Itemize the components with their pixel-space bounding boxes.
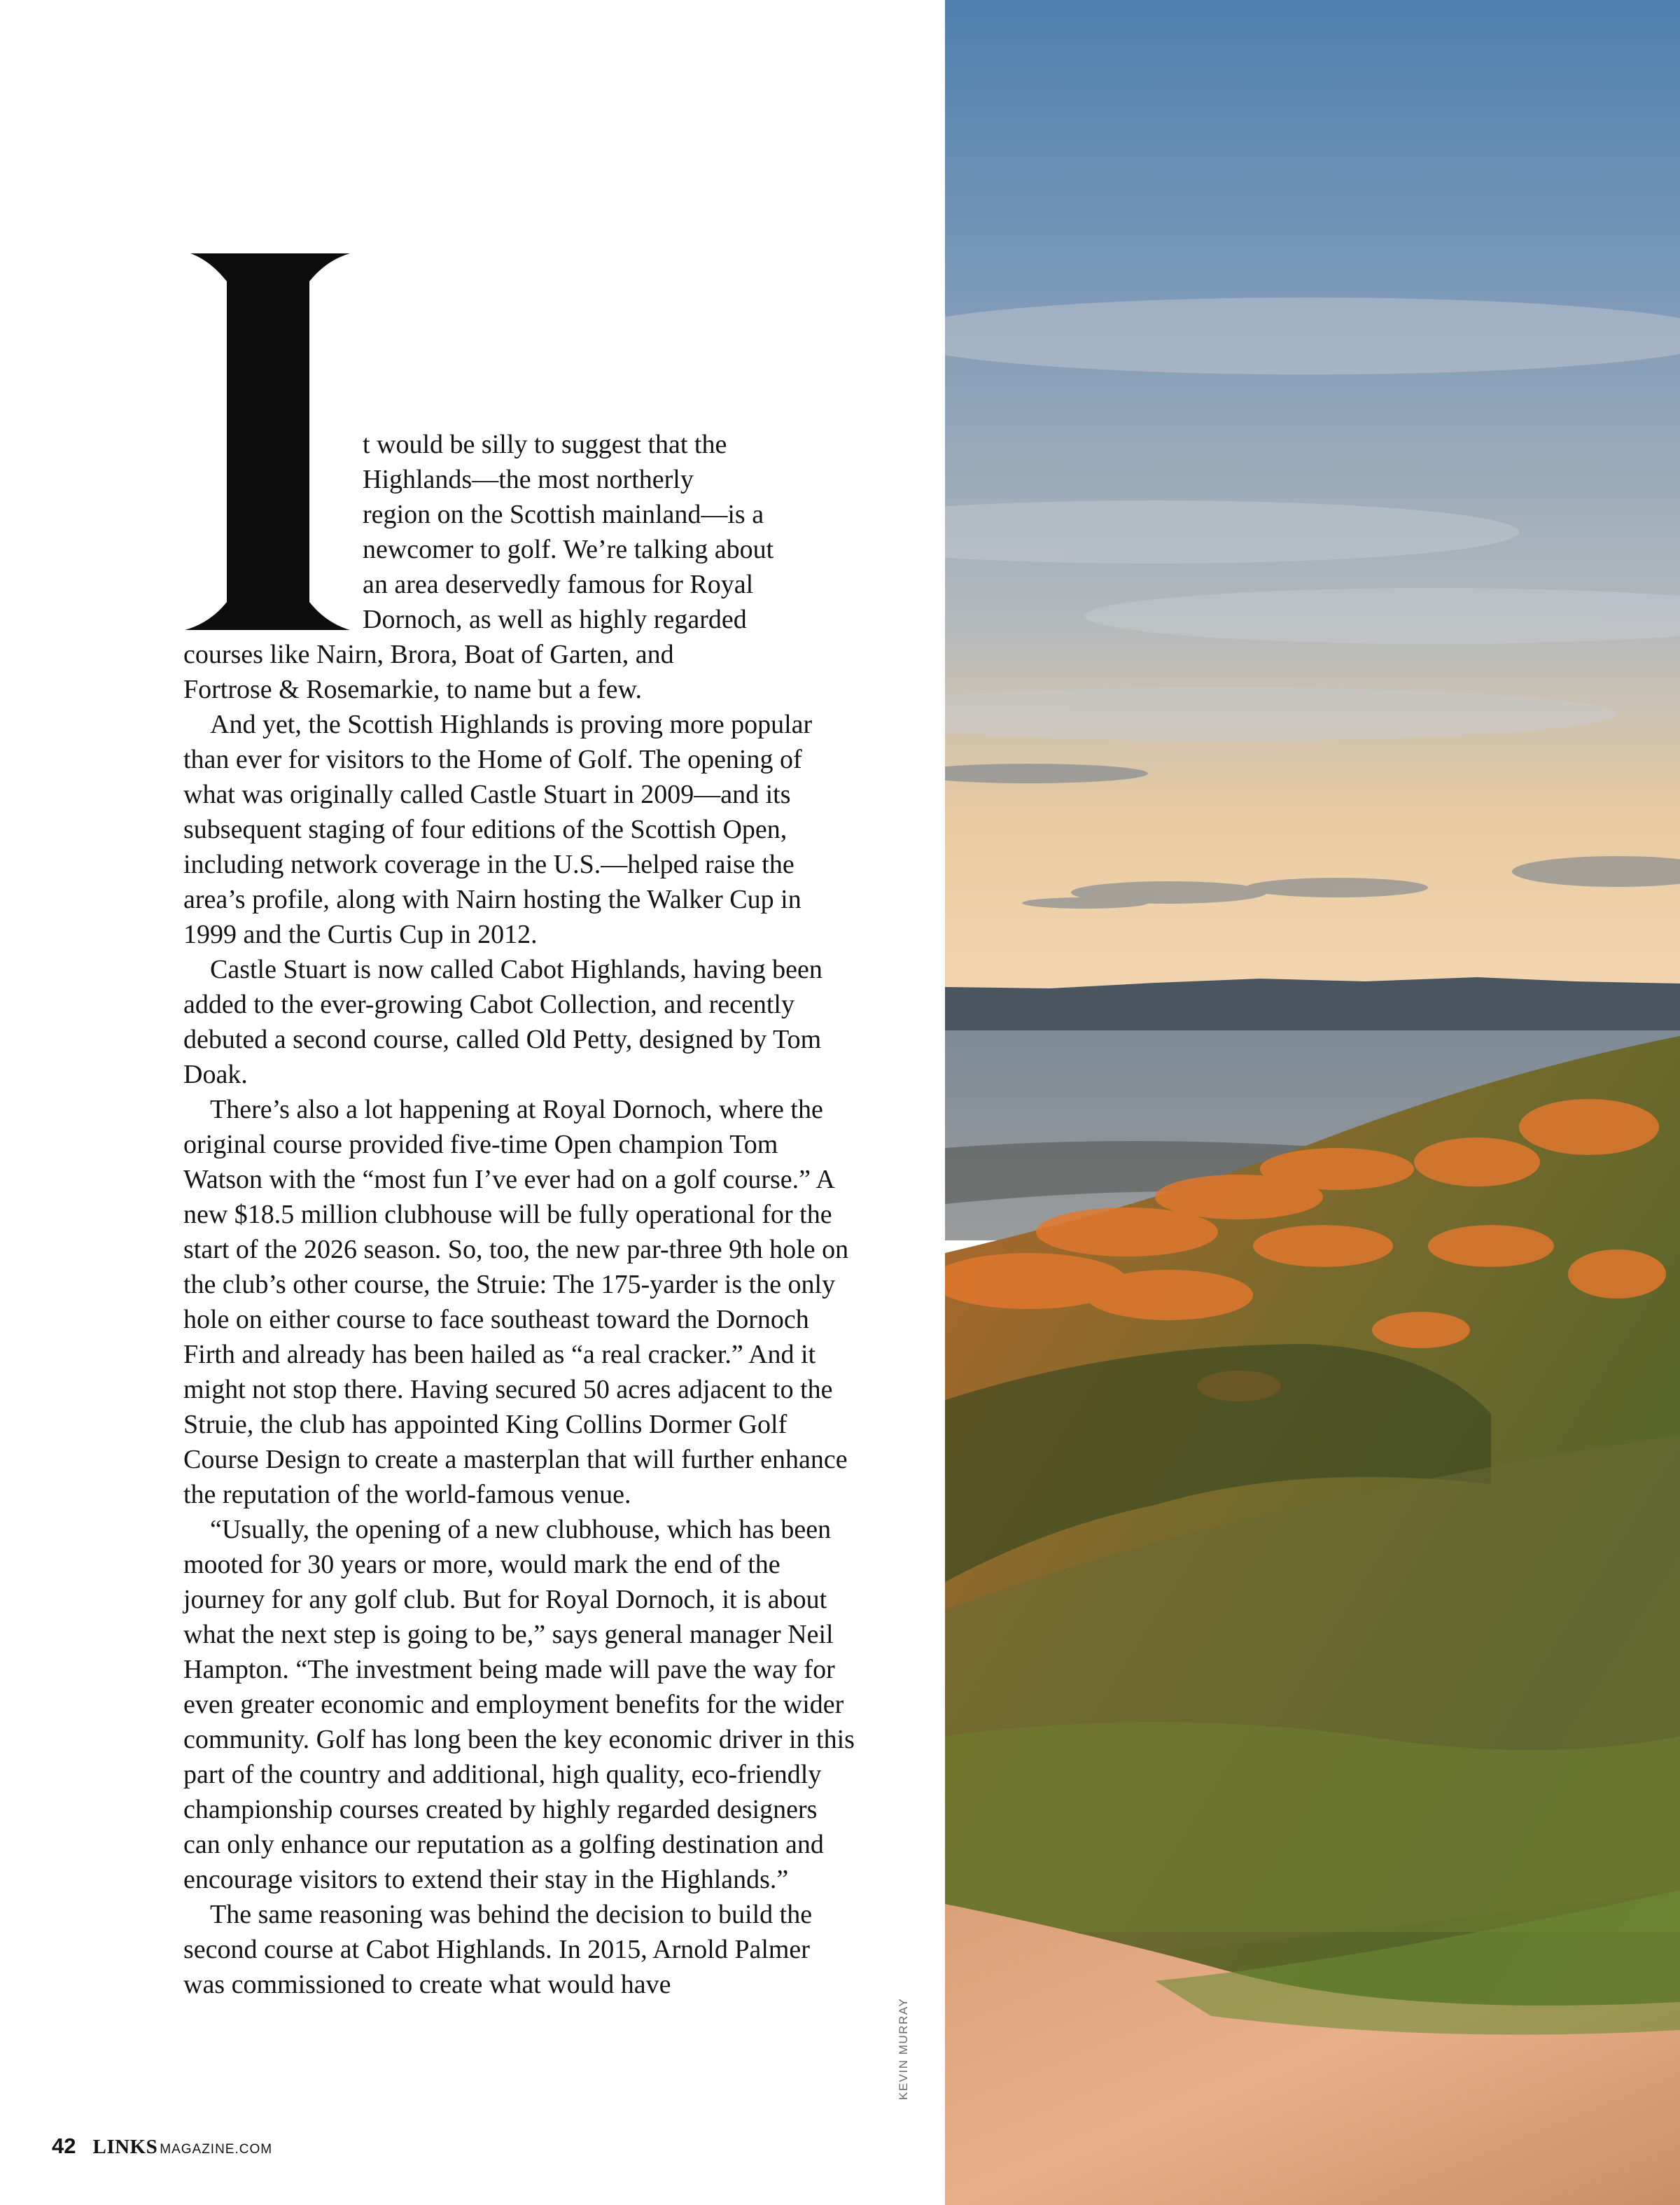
body-paragraph: There’s also a lot happening at Royal Dornoch, where the original course provided five-time Open champion Tom Watson with the “most fun I’ve ever had on a golf course.” A new $18.5 million clubhouse will be fully operational for the start of the 2026 season. So, too, the new par-three 9th hole on the club’s other course, the Struie: The 175-yarder is the only hole on either course to face southeast toward the Dornoch Firth and already has been hailed as “a real cracker.” And it might not stop there. Having secured 50 acres adjacent to the Struie, the club has appointed King Collins Dormer Golf Course Design to create a masterplan that will further enhance the reputation of the world-famous venue. — [183, 1095, 849, 1509]
body-paragraph: The same reasoning was behind the decision to build the second course at Cabot Highlands. In 2015, Arnold Palmer was commissioned to create what would have — [183, 1900, 813, 1999]
magazine-brand: LINKS — [92, 2136, 158, 2158]
article-body — [183, 427, 855, 2002]
lead-line: newcomer to golf. We’re talking about — [363, 535, 774, 564]
magazine-site: MAGAZINE.COM — [160, 2142, 273, 2157]
body-paragraph: And yet, the Scottish Highlands is proving more popular than ever for visitors to the Home of Golf. The opening of what was originally called Castle Stuart in 2009—and its subsequent staging of four editions of the Scottish Open, including network coverage in the U.S.—helped raise the area’s profile, along with Nairn hosting the Walker Cup in 1999 and the Curtis Cup in 2012. — [183, 710, 813, 949]
page-number: 42 — [52, 2134, 76, 2158]
photo-credit: KEVIN MURRAY — [897, 1997, 910, 2100]
lead-line: Highlands—the most northerly — [363, 465, 694, 494]
body-paragraph: Castle Stuart is now called Cabot Highlands, having been added to the ever-growing Cabot Collection, and recently debuted a second course, called Old Petty, designed by Tom Doak. — [183, 955, 822, 1089]
lead-line: Fortrose & Rosemarkie, to name but a few. — [183, 675, 642, 704]
page-footer — [52, 2134, 272, 2159]
lead-paragraph-wrap — [183, 427, 855, 637]
landscape-photo — [945, 0, 1680, 2205]
lead-line: t would be silly to suggest that the — [363, 430, 727, 459]
lead-line: Dornoch, as well as highly regarded — [363, 605, 747, 634]
lead-line: region on the Scottish mainland—is a — [363, 500, 764, 529]
body-paragraph: “Usually, the opening of a new clubhouse, which has been mooted for 30 years or more, would mark the end of the journey for any golf club. But for Royal Dornoch, it is about what the next step is going to be,” says general manager Neil Hampton. “The investment being made will pave the way for even greater economic and employment benefits for the wider community. Golf has long been the key economic driver in this part of the country and additional, high quality, eco-friendly championship courses created by highly regarded designers can only enhance our reputation as a golfing destination and encourage visitors to extend their stay in the Highlands.” — [183, 1515, 855, 1894]
landscape-photo-art — [945, 0, 1680, 2205]
lead-line: courses like Nairn, Brora, Boat of Garten, and — [183, 640, 674, 669]
lead-line: an area deservedly famous for Royal — [363, 570, 754, 599]
